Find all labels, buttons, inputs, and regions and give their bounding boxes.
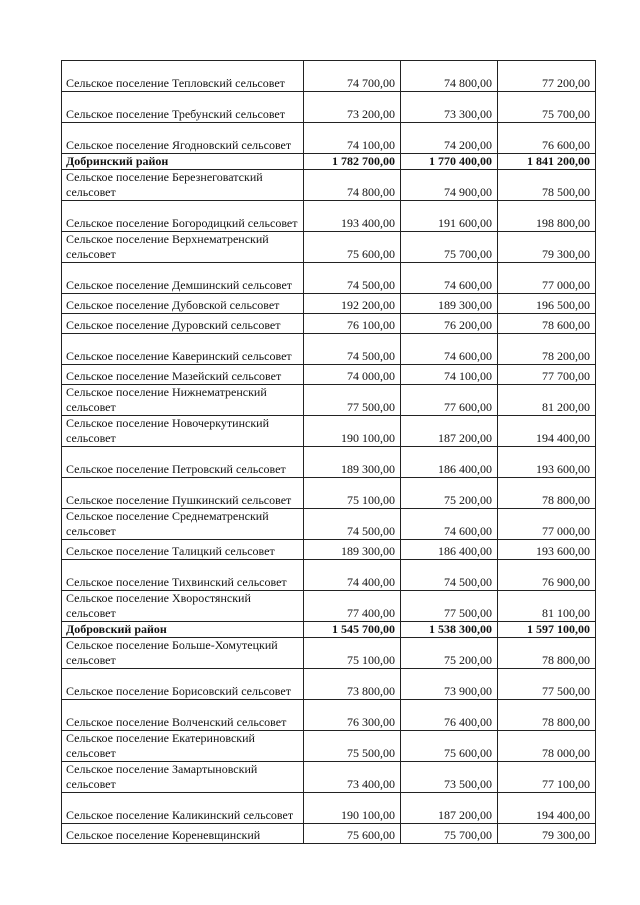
amount-year-2-cell: 75 600,00 [401,731,498,762]
amount-year-1-cell: 189 300,00 [304,447,401,478]
amount-year-1-cell: 192 200,00 [304,294,401,314]
amount-year-2-cell: 77 500,00 [401,591,498,622]
settlement-name-cell: Сельское поселение Дуровский сельсовет [62,314,304,334]
settlement-row [62,447,596,478]
budget-table [61,60,596,844]
settlement-row [62,263,596,294]
settlement-name-cell: Сельское поселение Талицкий сельсовет [62,540,304,560]
district-name-cell: Добринский район [62,154,304,170]
district-name-cell: Добровский район [62,622,304,638]
amount-year-3-cell: 76 900,00 [498,560,596,591]
budget-table-body [62,61,596,844]
amount-year-2-cell: 76 400,00 [401,700,498,731]
settlement-row [62,478,596,509]
amount-year-1-cell: 75 600,00 [304,824,401,844]
amount-year-3-cell: 78 800,00 [498,478,596,509]
settlement-row [62,560,596,591]
amount-year-3-cell: 77 200,00 [498,61,596,92]
amount-year-3-cell: 78 800,00 [498,700,596,731]
amount-year-3-cell: 78 000,00 [498,731,596,762]
amount-year-2-cell: 74 200,00 [401,123,498,154]
amount-year-1-cell: 193 400,00 [304,201,401,232]
settlement-name-cell: Сельское поселение Каликинский сельсовет [62,793,304,824]
amount-year-2-cell: 74 900,00 [401,170,498,201]
amount-year-3-cell: 79 300,00 [498,232,596,263]
settlement-row [62,638,596,669]
amount-year-1-cell: 76 100,00 [304,314,401,334]
amount-year-1-cell: 75 500,00 [304,731,401,762]
amount-year-3-cell: 1 841 200,00 [498,154,596,170]
amount-year-3-cell: 81 200,00 [498,385,596,416]
amount-year-3-cell: 75 700,00 [498,92,596,123]
amount-year-3-cell: 81 100,00 [498,591,596,622]
settlement-name-cell: Сельское поселение Мазейский сельсовет [62,365,304,385]
settlement-name-cell: Сельское поселение Требунский сельсовет [62,92,304,123]
amount-year-1-cell: 75 100,00 [304,638,401,669]
amount-year-2-cell: 77 600,00 [401,385,498,416]
settlement-name-cell: Сельское поселение Среднематренский сельсовет [62,509,304,540]
settlement-name-cell: Сельское поселение Демшинский сельсовет [62,263,304,294]
amount-year-3-cell: 77 700,00 [498,365,596,385]
amount-year-2-cell: 73 500,00 [401,762,498,793]
amount-year-1-cell: 74 000,00 [304,365,401,385]
settlement-name-cell: Сельское поселение Верхнематренский сельсовет [62,232,304,263]
settlement-row [62,793,596,824]
settlement-row [62,540,596,560]
settlement-row [62,824,596,844]
amount-year-1-cell: 74 700,00 [304,61,401,92]
amount-year-3-cell: 198 800,00 [498,201,596,232]
settlement-name-cell: Сельское поселение Ягодновский сельсовет [62,123,304,154]
district-total-row [62,622,596,638]
amount-year-2-cell: 1 770 400,00 [401,154,498,170]
settlement-name-cell: Сельское поселение Петровский сельсовет [62,447,304,478]
amount-year-2-cell: 186 400,00 [401,447,498,478]
amount-year-2-cell: 186 400,00 [401,540,498,560]
amount-year-1-cell: 74 800,00 [304,170,401,201]
settlement-row [62,591,596,622]
amount-year-3-cell: 79 300,00 [498,824,596,844]
amount-year-1-cell: 190 100,00 [304,416,401,447]
amount-year-3-cell: 78 600,00 [498,314,596,334]
amount-year-3-cell: 78 200,00 [498,334,596,365]
settlement-name-cell: Сельское поселение Кореневщинский [62,824,304,844]
settlement-name-cell: Сельское поселение Пушкинский сельсовет [62,478,304,509]
amount-year-2-cell: 75 700,00 [401,824,498,844]
settlement-row [62,334,596,365]
settlement-name-cell: Сельское поселение Хворостянский сельсовет [62,591,304,622]
settlement-row [62,365,596,385]
amount-year-1-cell: 74 400,00 [304,560,401,591]
amount-year-2-cell: 74 100,00 [401,365,498,385]
amount-year-3-cell: 78 500,00 [498,170,596,201]
amount-year-2-cell: 75 200,00 [401,478,498,509]
settlement-name-cell: Сельское поселение Нижнематренский сельсовет [62,385,304,416]
settlement-row [62,700,596,731]
amount-year-1-cell: 75 100,00 [304,478,401,509]
amount-year-2-cell: 74 500,00 [401,560,498,591]
amount-year-2-cell: 74 800,00 [401,61,498,92]
amount-year-3-cell: 76 600,00 [498,123,596,154]
settlement-row [62,385,596,416]
settlement-row [62,669,596,700]
settlement-name-cell: Сельское поселение Екатериновский сельсовет [62,731,304,762]
settlement-name-cell: Сельское поселение Новочеркутинский сельсовет [62,416,304,447]
settlement-row [62,92,596,123]
amount-year-1-cell: 74 500,00 [304,509,401,540]
amount-year-1-cell: 75 600,00 [304,232,401,263]
settlement-row [62,170,596,201]
settlement-row [62,123,596,154]
settlement-name-cell: Сельское поселение Богородицкий сельсовет [62,201,304,232]
settlement-row [62,509,596,540]
amount-year-3-cell: 77 500,00 [498,669,596,700]
amount-year-2-cell: 189 300,00 [401,294,498,314]
settlement-name-cell: Сельское поселение Тихвинский сельсовет [62,560,304,591]
amount-year-2-cell: 74 600,00 [401,509,498,540]
settlement-row [62,201,596,232]
amount-year-1-cell: 1 545 700,00 [304,622,401,638]
amount-year-1-cell: 73 200,00 [304,92,401,123]
amount-year-3-cell: 78 800,00 [498,638,596,669]
settlement-name-cell: Сельское поселение Каверинский сельсовет [62,334,304,365]
amount-year-2-cell: 74 600,00 [401,263,498,294]
amount-year-2-cell: 1 538 300,00 [401,622,498,638]
amount-year-1-cell: 74 100,00 [304,123,401,154]
amount-year-3-cell: 77 000,00 [498,509,596,540]
amount-year-2-cell: 73 900,00 [401,669,498,700]
amount-year-1-cell: 190 100,00 [304,793,401,824]
settlement-row [62,731,596,762]
settlement-row [62,416,596,447]
amount-year-2-cell: 74 600,00 [401,334,498,365]
amount-year-1-cell: 77 500,00 [304,385,401,416]
amount-year-2-cell: 75 700,00 [401,232,498,263]
amount-year-2-cell: 187 200,00 [401,793,498,824]
amount-year-3-cell: 77 000,00 [498,263,596,294]
settlement-row [62,762,596,793]
amount-year-1-cell: 1 782 700,00 [304,154,401,170]
settlement-row [62,232,596,263]
settlement-name-cell: Сельское поселение Тепловский сельсовет [62,61,304,92]
settlement-row [62,294,596,314]
settlement-name-cell: Сельское поселение Замартыновский сельсовет [62,762,304,793]
amount-year-1-cell: 189 300,00 [304,540,401,560]
amount-year-3-cell: 194 400,00 [498,793,596,824]
settlement-name-cell: Сельское поселение Волченский сельсовет [62,700,304,731]
amount-year-2-cell: 76 200,00 [401,314,498,334]
settlement-name-cell: Сельское поселение Борисовский сельсовет [62,669,304,700]
settlement-name-cell: Сельское поселение Березнеговатский сельсовет [62,170,304,201]
amount-year-3-cell: 77 100,00 [498,762,596,793]
settlement-row [62,314,596,334]
amount-year-3-cell: 193 600,00 [498,540,596,560]
amount-year-2-cell: 187 200,00 [401,416,498,447]
settlement-name-cell: Сельское поселение Дубовской сельсовет [62,294,304,314]
amount-year-2-cell: 191 600,00 [401,201,498,232]
district-total-row [62,154,596,170]
amount-year-1-cell: 74 500,00 [304,263,401,294]
amount-year-1-cell: 76 300,00 [304,700,401,731]
amount-year-3-cell: 196 500,00 [498,294,596,314]
amount-year-3-cell: 194 400,00 [498,416,596,447]
amount-year-3-cell: 193 600,00 [498,447,596,478]
settlement-row [62,61,596,92]
amount-year-1-cell: 74 500,00 [304,334,401,365]
amount-year-1-cell: 73 400,00 [304,762,401,793]
amount-year-2-cell: 75 200,00 [401,638,498,669]
settlement-name-cell: Сельское поселение Больше-Хомутецкий сельсовет [62,638,304,669]
amount-year-3-cell: 1 597 100,00 [498,622,596,638]
amount-year-1-cell: 77 400,00 [304,591,401,622]
amount-year-2-cell: 73 300,00 [401,92,498,123]
amount-year-1-cell: 73 800,00 [304,669,401,700]
